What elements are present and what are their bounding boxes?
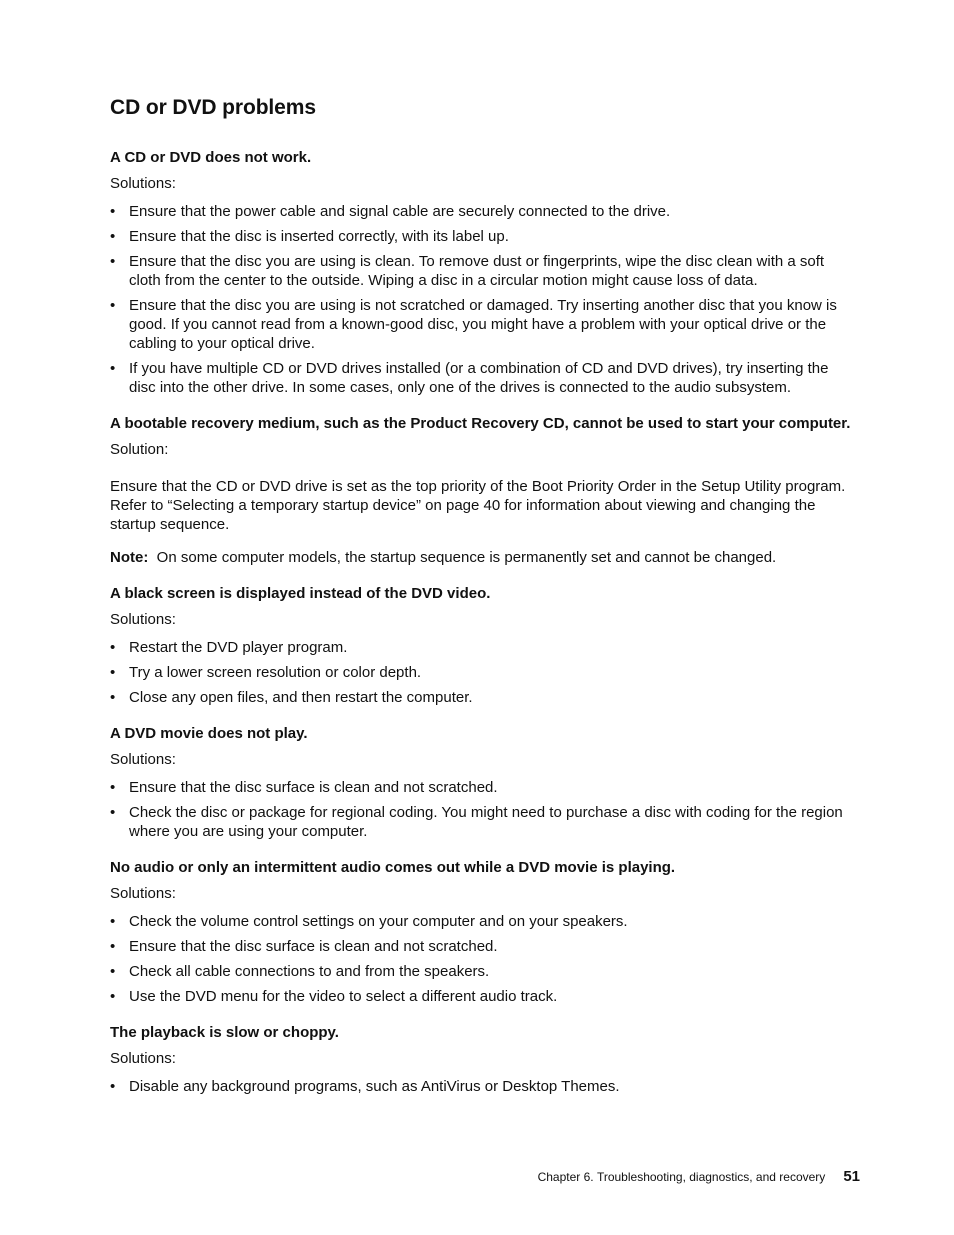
solution-label: Solution:: [110, 441, 169, 458]
solutions-label: Solutions:: [110, 1050, 176, 1067]
footer-chapter: Chapter 6.: [537, 1170, 594, 1184]
section-playback-slow: [110, 1023, 855, 1096]
solution-paragraph: Ensure that the CD or DVD drive is set as the top priority of the Boot Priority Order in the Setup Utility program. Refer to “Selecting a temporary startup device” on page 40 for information about viewing and changing the startup sequence.: [110, 478, 846, 533]
note-text: On some computer models, the startup sequence is permanently set and cannot be changed.: [156, 549, 777, 566]
list-item: • Restart the DVD player program.: [110, 638, 855, 657]
list-item: • Try a lower screen resolution or color depth.: [110, 663, 855, 682]
list-item: • If you have multiple CD or DVD drives installed (or a combination of CD and DVD drives), try inserting the disc into the other drive. In some cases, only one of the drives is connected to the audio subsystem.: [110, 359, 855, 397]
list-item: • Check all cable connections to and from the speakers.: [110, 962, 855, 981]
list-item: • Ensure that the disc you are using is not scratched or damaged. Try inserting another disc that you know is good. If you cannot read from a known-good disc, you might have a problem with your optical drive or the cabling to your optical drive.: [110, 296, 855, 353]
section-heading: A CD or DVD does not work.: [110, 149, 312, 166]
page-content: [110, 148, 855, 1113]
solutions-label: Solutions:: [110, 885, 176, 902]
section-dvd-not-play: [110, 724, 855, 841]
section-no-audio: [110, 858, 855, 1006]
section-heading: No audio or only an intermittent audio comes out while a DVD movie is playing.: [110, 859, 676, 876]
section-cd-dvd-not-work: [110, 148, 855, 397]
list-item: • Ensure that the disc you are using is clean. To remove dust or fingerprints, wipe the disc clean with a soft cloth from the center to the outside. Wiping a disc in a circular motion might cause loss of data.: [110, 252, 855, 290]
section-heading: The playback is slow or choppy.: [110, 1024, 339, 1041]
page-number: 51: [843, 1168, 860, 1185]
solutions-list: [110, 202, 855, 397]
solutions-label: Solutions:: [110, 175, 176, 192]
section-heading: A DVD movie does not play.: [110, 725, 308, 742]
solutions-list: [110, 778, 855, 841]
list-item: • Ensure that the disc surface is clean and not scratched.: [110, 937, 855, 956]
list-item: • Use the DVD menu for the video to select a different audio track.: [110, 987, 855, 1006]
list-item: • Ensure that the disc surface is clean and not scratched.: [110, 778, 855, 797]
solutions-list: [110, 1077, 855, 1096]
section-bootable-recovery: [110, 414, 855, 567]
section-black-screen: [110, 584, 855, 707]
list-item: • Ensure that the disc is inserted correctly, with its label up.: [110, 227, 855, 246]
note-label: Note:: [110, 549, 149, 566]
solutions-list: [110, 638, 855, 707]
list-item: • Check the disc or package for regional coding. You might need to purchase a disc with coding for the region where you are using your computer.: [110, 803, 855, 841]
list-item: • Ensure that the power cable and signal cable are securely connected to the drive.: [110, 202, 855, 221]
list-item: • Check the volume control settings on your computer and on your speakers.: [110, 912, 855, 931]
solutions-label: Solutions:: [110, 611, 176, 628]
page-title: CD or DVD problems: [110, 96, 316, 119]
solutions-list: [110, 912, 855, 1006]
list-item: • Close any open files, and then restart the computer.: [110, 688, 855, 707]
section-heading: A black screen is displayed instead of the DVD video.: [110, 585, 491, 602]
list-item: • Disable any background programs, such as AntiVirus or Desktop Themes.: [110, 1077, 855, 1096]
page-footer: [538, 1168, 860, 1185]
solutions-label: Solutions:: [110, 751, 176, 768]
footer-chapter-title: Troubleshooting, diagnostics, and recovery: [596, 1170, 826, 1184]
section-heading: A bootable recovery medium, such as the Product Recovery CD, cannot be used to start your computer.: [110, 415, 851, 432]
note: [110, 548, 855, 567]
